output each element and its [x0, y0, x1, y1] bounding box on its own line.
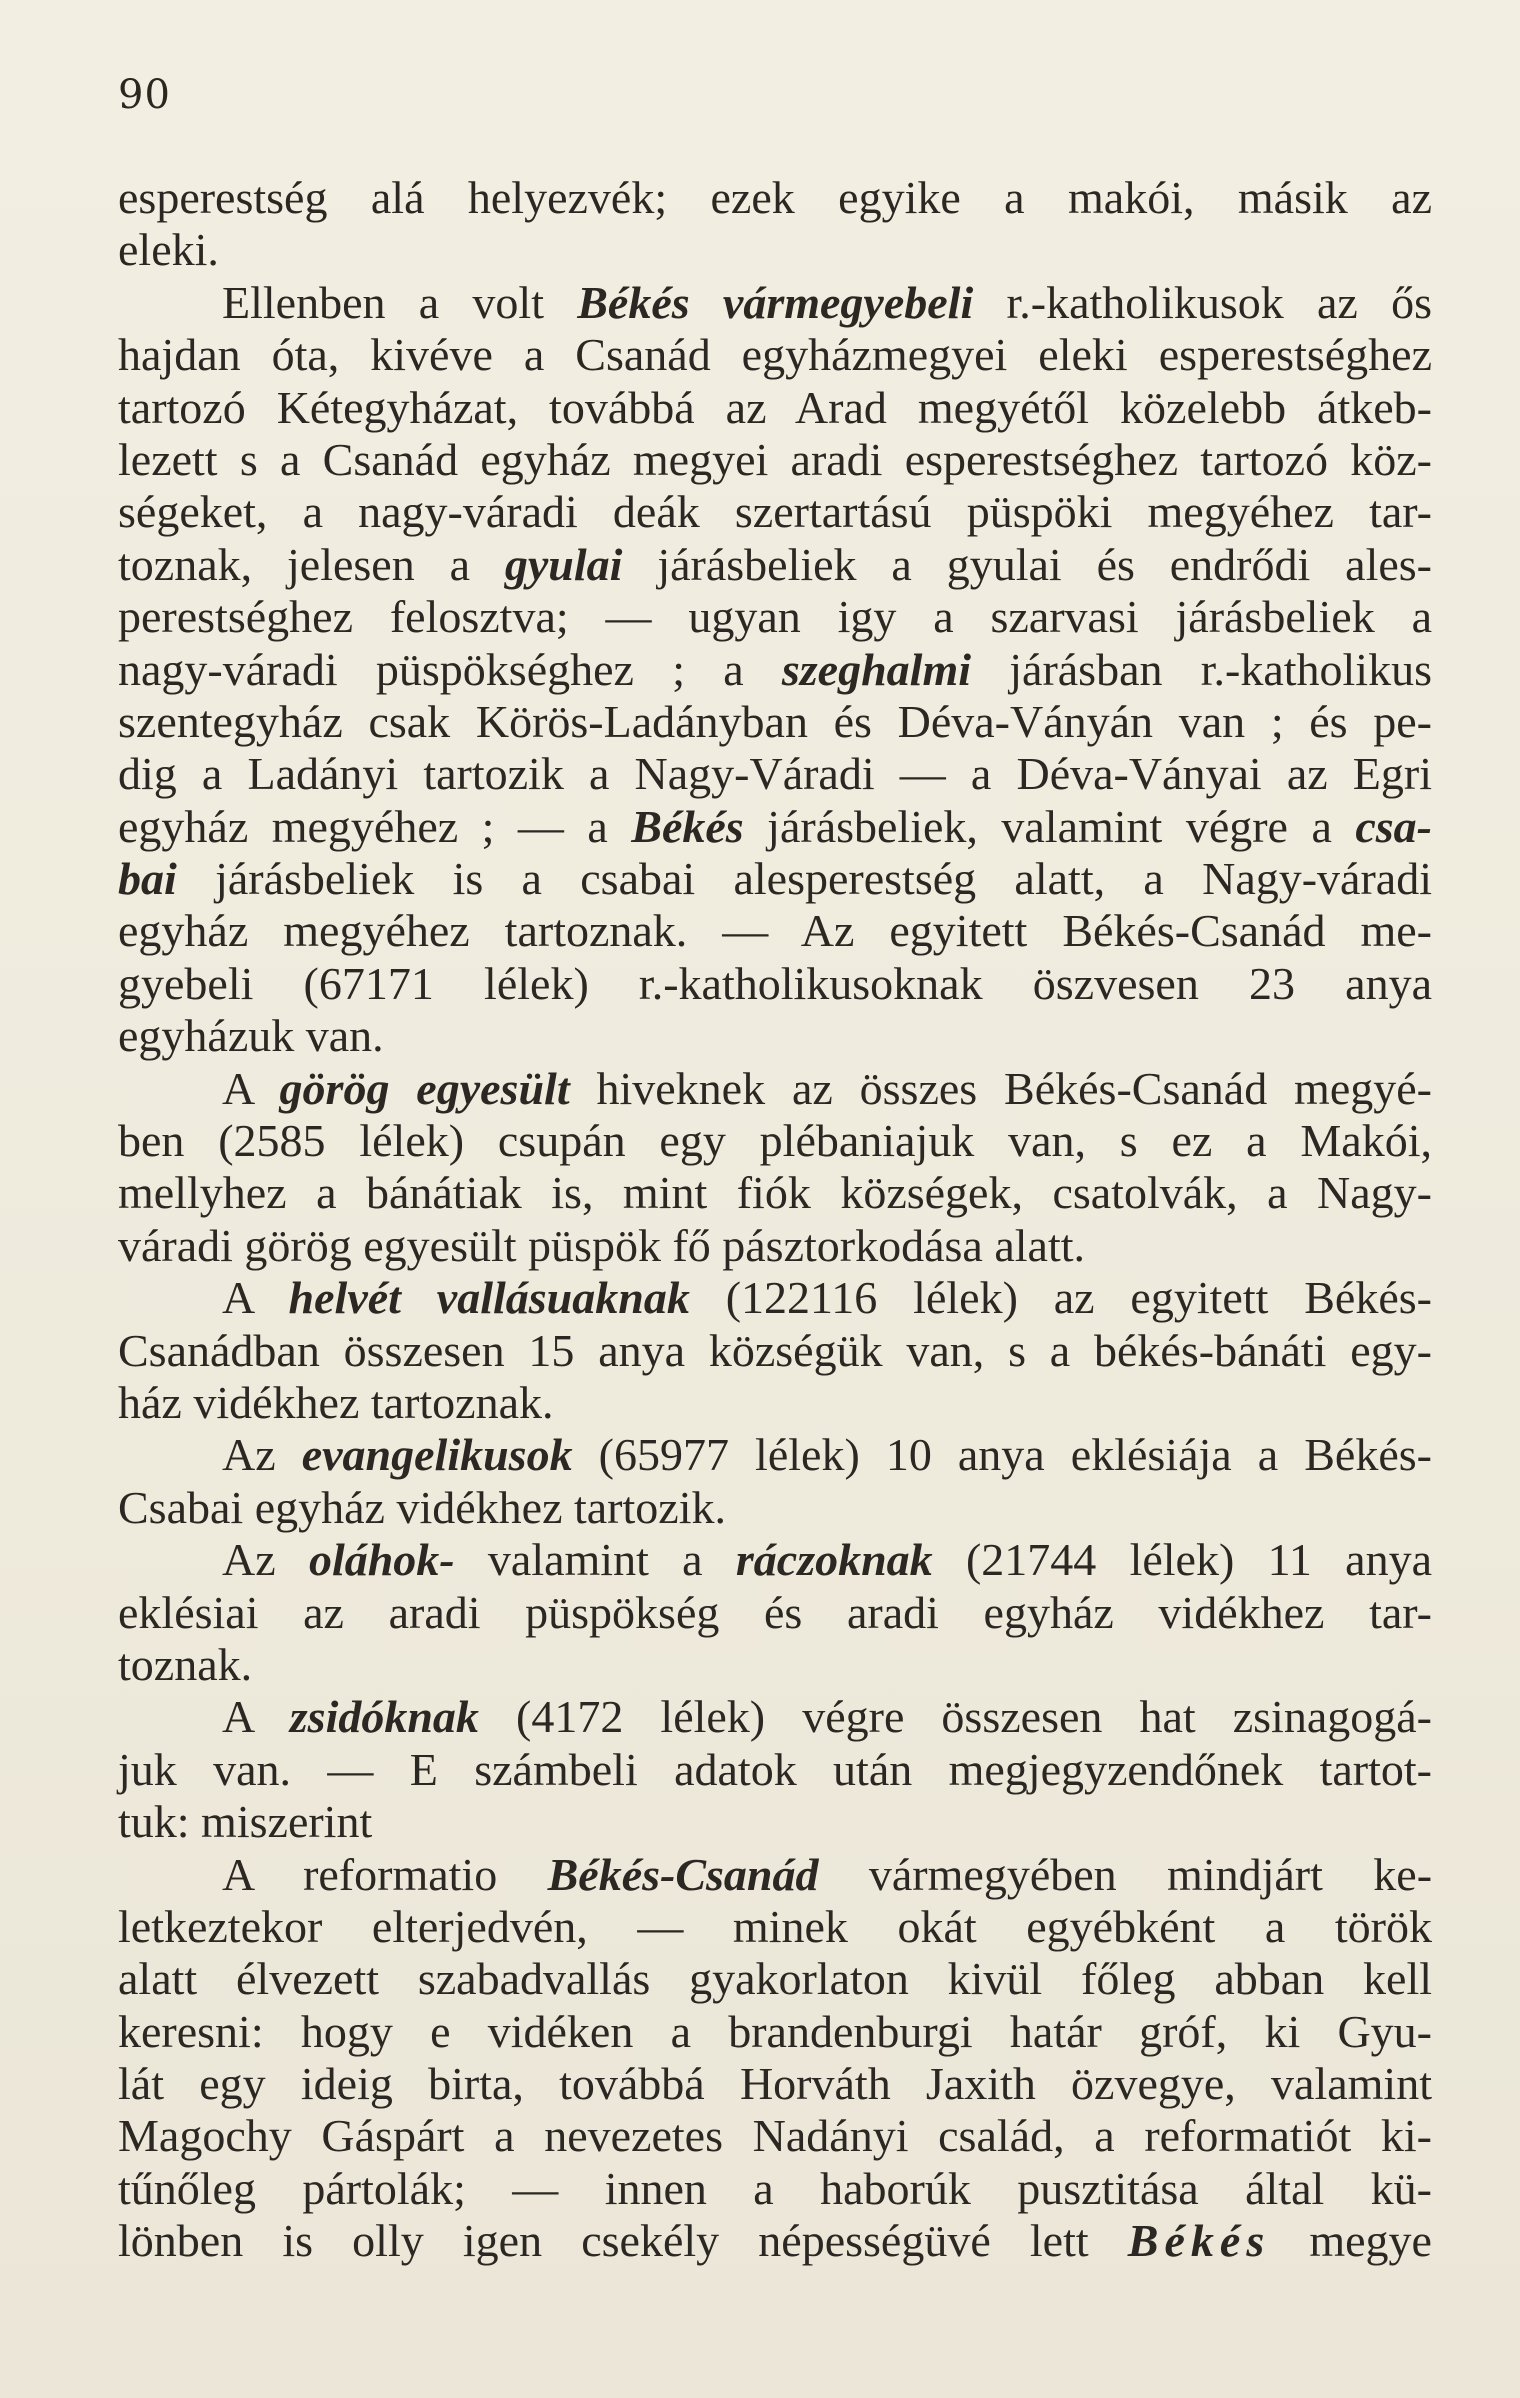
line-text: (21744 lélek) 11 anya — [932, 1534, 1433, 1586]
text-line — [118, 382, 1432, 434]
text-line — [118, 2006, 1432, 2058]
line-text: juk van. — E számbeli adatok után megjegyzendőnek tartot- — [118, 1743, 1432, 1795]
text-line — [118, 1849, 1432, 1901]
line-text: perestséghez felosztva; — ugyan igy a szarvasi járásbeliek a — [118, 591, 1432, 643]
text-line — [118, 1429, 1432, 1481]
line-text: Csabai egyház vidékhez tartozik. — [118, 1481, 726, 1533]
text-line — [118, 277, 1432, 329]
text-line — [118, 434, 1432, 486]
line-text: ségeket, a nagy-váradi deák szertartású püspöki megyéhez tar- — [118, 486, 1432, 538]
line-text: Magochy Gáspárt a nevezetes Nadányi család, a reformatiót ki- — [118, 2110, 1432, 2162]
italic-term: Békés vármegyebeli — [577, 276, 974, 328]
line-text: lát egy ideig birta, továbbá Horváth Jaxith özvegye, valamint — [118, 2058, 1432, 2110]
text-line — [118, 539, 1432, 591]
line-text: szentegyház csak Körös-Ladányban és Déva-Ványán van ; és pe- — [118, 695, 1432, 747]
text-line — [118, 853, 1432, 905]
line-text: Csanádban összesen 15 anya községük van, s a békés-bánáti egy- — [118, 1324, 1432, 1376]
line-text: esperestség alá helyezvék; ezek egyike a makói, másik az — [118, 172, 1432, 223]
line-text: valamint a — [454, 1534, 736, 1586]
body-text — [118, 172, 1432, 2268]
text-line — [118, 1691, 1432, 1743]
text-line — [118, 1744, 1432, 1796]
line-text: ben (2585 lélek) csupán egy plébaniajuk van, s ez a Makói, — [118, 1115, 1432, 1167]
text-line — [118, 2058, 1432, 2110]
italic-term: gyulai — [504, 538, 623, 590]
line-text: (122116 lélek) az egyitett Békés- — [689, 1272, 1432, 1324]
line-text: A reformatio — [222, 1848, 548, 1900]
line-text: hajdan óta, kivéve a Csanád egyházmegyei eleki esperestséghez — [118, 329, 1432, 381]
text-line — [118, 1115, 1432, 1167]
italic-term: Békés — [631, 800, 744, 852]
line-text: járásbeliek, valamint végre a — [743, 800, 1356, 852]
line-text: (65977 lélek) 10 anya eklésiája a Békés- — [572, 1429, 1432, 1481]
text-line — [118, 172, 1432, 224]
text-line — [118, 1377, 1432, 1429]
text-line — [118, 644, 1432, 696]
line-text: A — [222, 1272, 289, 1324]
text-line — [118, 958, 1432, 1010]
text-line — [118, 748, 1432, 800]
italic-term: bai — [118, 853, 177, 905]
line-text: lezett s a Csanád egyház megyei aradi esperestséghez tartozó köz- — [118, 433, 1432, 485]
page-number: 90 — [118, 72, 171, 118]
italic-term: szeghalmi — [781, 643, 972, 695]
line-text: toznak, jelesen a — [118, 538, 505, 590]
text-line — [118, 329, 1432, 381]
italic-term: görög egyesült — [279, 1062, 570, 1114]
line-text: megye — [1270, 2215, 1432, 2267]
line-text: eleki. — [118, 224, 219, 276]
text-line — [118, 1010, 1432, 1062]
text-line — [118, 1325, 1432, 1377]
text-line — [118, 801, 1432, 853]
line-text: járásban r.-katholikus — [971, 643, 1432, 695]
text-line — [118, 1953, 1432, 2005]
line-text: nagy-váradi püspökséghez ; a — [118, 643, 782, 695]
text-line — [118, 1639, 1432, 1691]
line-text: egyház megyéhez ; — a — [118, 800, 632, 852]
text-line — [118, 1796, 1432, 1848]
text-line — [118, 905, 1432, 957]
italic-term: csa- — [1355, 800, 1432, 852]
text-line — [118, 2215, 1432, 2267]
text-line — [118, 1901, 1432, 1953]
text-line — [118, 591, 1432, 643]
line-text: egyház megyéhez tartoznak. — Az egyitett Békés-Csanád me- — [118, 905, 1432, 957]
text-line — [118, 2110, 1432, 2162]
line-text: gyebeli (67171 lélek) r.-katholikusoknak öszvesen 23 anya — [118, 957, 1432, 1009]
spaced-term: Békés — [1127, 2215, 1271, 2267]
line-text: lönben is olly igen csekély népességüvé lett — [118, 2215, 1128, 2267]
line-text: A — [222, 1691, 290, 1743]
line-text: tűnőleg pártolák; — innen a haborúk pusztitása által kü- — [118, 2162, 1432, 2214]
text-line — [118, 1587, 1432, 1639]
line-text: mellyhez a bánátiak is, mint fiók községek, csatolvák, a Nagy- — [118, 1167, 1432, 1219]
italic-term: evangelikusok — [301, 1429, 573, 1481]
text-line — [118, 1220, 1432, 1272]
text-line — [118, 1534, 1432, 1586]
line-text: (4172 lélek) végre összesen hat zsinagogá- — [478, 1691, 1432, 1743]
line-text: járásbeliek is a csabai alesperestség alatt, a Nagy-váradi — [176, 853, 1432, 905]
text-line — [118, 1063, 1432, 1115]
text-line — [118, 486, 1432, 538]
line-text: hiveknek az összes Békés-Csanád megyé- — [569, 1062, 1432, 1114]
line-text: ház vidékhez tartoznak. — [118, 1376, 554, 1428]
italic-term: zsidóknak — [289, 1691, 479, 1743]
line-text: tuk: miszerint — [118, 1796, 373, 1848]
line-text: váradi görög egyesült püspök fő pásztorkodása alatt. — [118, 1219, 1086, 1271]
italic-term: Békés-Csanád — [547, 1848, 819, 1900]
italic-term: ráczoknak — [735, 1534, 933, 1586]
italic-term: helvét vallásuaknak — [288, 1272, 690, 1324]
line-text: alatt élvezett szabadvallás gyakorlaton kivül főleg abban kell — [118, 1953, 1432, 2005]
line-text: r.-katholikusok az ős — [973, 276, 1432, 328]
line-text: keresni: hogy e vidéken a brandenburgi határ gróf, ki Gyu- — [118, 2005, 1432, 2057]
line-text: eklésiai az aradi püspökség és aradi egyház vidékhez tar- — [118, 1586, 1432, 1638]
text-line — [118, 1272, 1432, 1324]
text-line — [118, 1482, 1432, 1534]
line-text: A — [222, 1062, 280, 1114]
line-text: tartozó Kétegyházat, továbbá az Arad megyétől közelebb átkeb- — [118, 381, 1432, 433]
text-line — [118, 2163, 1432, 2215]
text-line — [118, 224, 1432, 276]
line-text: dig a Ladányi tartozik a Nagy-Váradi — a Déva-Ványai az Egri — [118, 748, 1432, 800]
line-text: Ellenben a volt — [222, 276, 578, 328]
line-text: letkeztekor elterjedvén, — minek okát egyébként a török — [118, 1900, 1432, 1952]
text-line — [118, 1167, 1432, 1219]
italic-term: oláhok- — [308, 1534, 455, 1586]
line-text: egyházuk van. — [118, 1010, 384, 1062]
line-text: járásbeliek a gyulai és endrődi ales- — [622, 538, 1432, 590]
line-text: Az — [222, 1534, 309, 1586]
line-text: vármegyében mindjárt ke- — [818, 1848, 1433, 1900]
text-line — [118, 696, 1432, 748]
line-text: Az — [222, 1429, 302, 1481]
line-text: toznak. — [118, 1638, 253, 1690]
